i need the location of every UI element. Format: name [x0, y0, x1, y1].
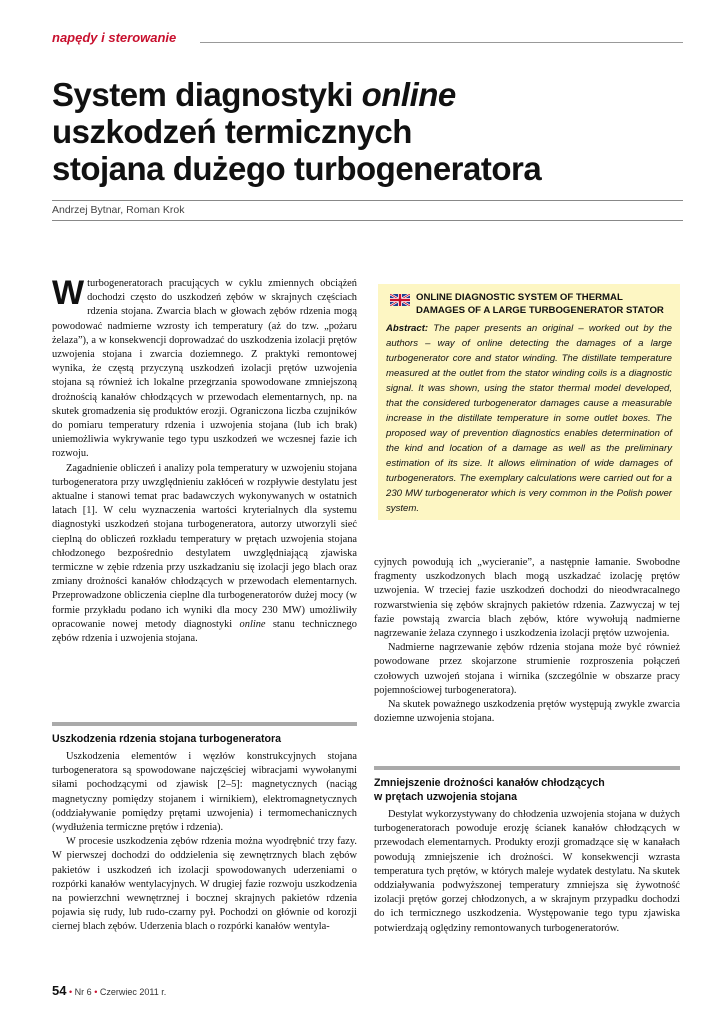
title-line2: uszkodzeń termicznych	[52, 113, 412, 150]
section1-paragraph-2: W procesie uszkodzenia zębów rdzenia można wyodrębnić trzy fazy. W pierwszej dochodzi do oddzielenia się zewnętrznych blach zębów pakietów i uszkodzeń ich izolacji spowodowanych uderzeniami o rozpórki kanałów wentylacyjnych. W drugiej fazie rozwoju uszkodzenia na powierzchni wewnętrznej i bocznej skrajnych pakietów rdzenia pojawia się rudy, lub rudo-czarny pył. Pochodzi on głównie od korozji ciernej blach zębów. Uderzenia blach o rozpórki kanałów wentyla-	[52, 836, 357, 933]
abstract-text: Abstract: The paper presents an original – worked out by the authors – way of online detecting the damages of a large turbogenerator core and stator winding. The distillate temperature measured at the outlet from the stator winding coils is a diagnostic signal. It was shown, using the stator thermal model developed, that the considered turbogenerator damages cause a measurable increase in the distillate temperature in some outlet boxes. The proposed way of prevention diagnostics enables determination of the kind and location of a damage as well as the preliminary estimation of its size. It allows elimination of wide damages of turbogenerators. The exemplary calculations were carried out for a 230 MW turbogenerator which is very common in the Polish power system.	[386, 323, 672, 514]
abstract-heading: ONLINE DIAGNOSTIC SYSTEM OF THERMAL DAMAGES OF A LARGE TURBOGENERATOR STATOR	[386, 292, 672, 317]
issue-date: Czerwiec 2011 r.	[99, 987, 167, 997]
section2	[374, 766, 680, 936]
intro-paragraph-2: Zagadnienie obliczeń i analizy pola temperatury w uzwojeniu stojana turbogeneratora przy uwzględnieniu zakłóceń w rozpływie destylatu jest aktualne i stanowi temat prac badawczych wykonywanych w ostatnich latach [1]. W celu wyznaczenia wartości kryterialnych dla systemu diagnostyki uszkodzeń stojana turbogeneratora, autorzy utworzyli sieć cieplną do obliczeń rozkładu temperatury w prętach uzwojenia stojana chłodzonego bezpośrednio destylatem uwzględniającą zjawiska termiczne w zębie rdzenia przy uszkadzaniu się izolacji jego blach oraz zmiany drożności kanałów chłodzących w przewodach elementarnych. Przeprowadzone obliczenia cieplne dla turbogeneratorów dużej mocy (w formie przykładu podano ich wyniki dla mocy 230 MW) umożliwiły opracowanie nowej metody diagnostyki online stanu technicznego zębów rdzenia i uzwojenia stojana.	[52, 462, 357, 645]
section1-heading: Uszkodzenia rdzenia stojana turbogeneratora	[52, 733, 281, 745]
title-line1: System diagnostyki	[52, 76, 362, 113]
right-paragraph-2: Nadmierne nagrzewanie zębów rdzenia stojana może być również powodowane przez skojarzone strumienie rozproszenia połączeń czołowych uzwojeń stojana i wirnika (szczególnie w obszarze pracy pojemnościowej turbogeneratora).	[374, 642, 680, 696]
article-title	[52, 76, 692, 187]
section1-paragraph-1: Uszkodzenia elementów i węzłów konstrukcyjnych stojana turbogeneratora są spowodowane najczęściej wibracjami wywołanymi siłami pochodzącymi od zjawisk [2–5]: magnetycznych (naciąg magnetyczny pomiędzy stojanem i wirnikiem), elektromagnetycznych (oddziaływanie pomiędzy prętami uzwojenia) i termomechanicznych (wydłużenia termiczne prętów i rdzenia).	[52, 751, 357, 834]
drop-cap: W	[52, 274, 85, 312]
section2-paragraph-1: Destylat wykorzystywany do chłodzenia uzwojenia stojana w dużych turbogeneratorach powoduje erozję ścianek kanałów chłodzących w przewodach elementarnych. Produkty erozji gromadzące się w kanałach powodują zmniejszenie ich drożności. W konsekwencji wzrasta temperatura tych prętów, w których maleje wydatek destylatu. Na skutek oddziaływania podwyższonej temperatury zmniejsza się żywotność izolacji prętów gorzej chłodzonych, a w skrajnym przypadku dochodzi do ich termicznego uszkodzenia. Występowanie tego typu zjawiska potwierdzają oględziny remontowanych turbogeneratorów.	[374, 809, 680, 934]
section-divider	[200, 42, 683, 43]
footer: 54 • Nr 6 • Czerwiec 2011 r.	[52, 983, 167, 998]
right-paragraph-1: cyjnych powodują ich „wycieranie”, a następnie łamanie. Swobodne fragmenty uszkodzonych blach mogą uszkadzać izolację prętów uzwojenia. W trzeciej fazie uszkodzeń dochodzi do nieodwracalnego rozwarstwienia się zębów skrajnych pakietów rdzenia. Zazwyczaj w tej fazie powstają zwarcia blach zębów, które wywołują nadmierne nagrzewanie żelaza czynnego i uszkodzenia izolacji prętów uzwojenia.	[374, 557, 680, 640]
title-italic: online	[361, 76, 456, 113]
page-number: 54	[52, 983, 67, 998]
section2-heading: Zmniejszenie drożności kanałów chłodzących w prętach uzwojenia stojana	[374, 777, 605, 803]
right-paragraph-3: Na skutek poważnego uszkodzenia prętów występują zwykle zwarcia doziemne uzwojenia stojana.	[374, 699, 680, 725]
right-column	[374, 556, 680, 726]
title-rule-top	[52, 200, 683, 201]
intro-paragraph-1: Wturbogeneratorach pracujących w cyklu zmiennych obciążeń dochodzi często do uszkodzeń zębów w skrajnych częściach rdzenia stojana. Zwarcia blach w głowach zębów rdzenia mogą powodować nadmierne wzrosty ich temperatury (aż do tzw. „pożaru żelaza”), a w konsekwencji doprowadzać do uszkodzenia izolacji prętów uzwojenia stojana i zwarcia doziemnego. Z praktyki remontowej wynika, że częstą przyczyną uszkodzeń izolacji prętów uzwojenia stojana są również ich lokalne przegrzania spowodowane zmniejszoną drożnością kanałów chłodzących w przewodach elementarnych, np. na skutek gromadzenia się produktów erozji. Ograniczona liczba czujników do pomiaru temperatury rdzenia i uzwojenia stojana (lub ich brak) uniemożliwia wykrywanie tego typu uszkodzeń we wczesnej fazie ich rozwoju.	[52, 274, 357, 460]
title-line3: stojana dużego turbogeneratora	[52, 150, 542, 187]
section1-rule	[52, 722, 357, 726]
title-rule-bottom	[52, 220, 683, 221]
section2-rule	[374, 766, 680, 770]
authors: Andrzej Bytnar, Roman Krok	[52, 204, 185, 216]
uk-flag-icon	[390, 294, 410, 306]
left-column	[52, 274, 357, 646]
section1	[52, 722, 357, 935]
section-label: napędy i sterowanie	[52, 30, 177, 45]
abstract-box	[378, 284, 680, 520]
issue-number: Nr 6	[74, 987, 92, 997]
